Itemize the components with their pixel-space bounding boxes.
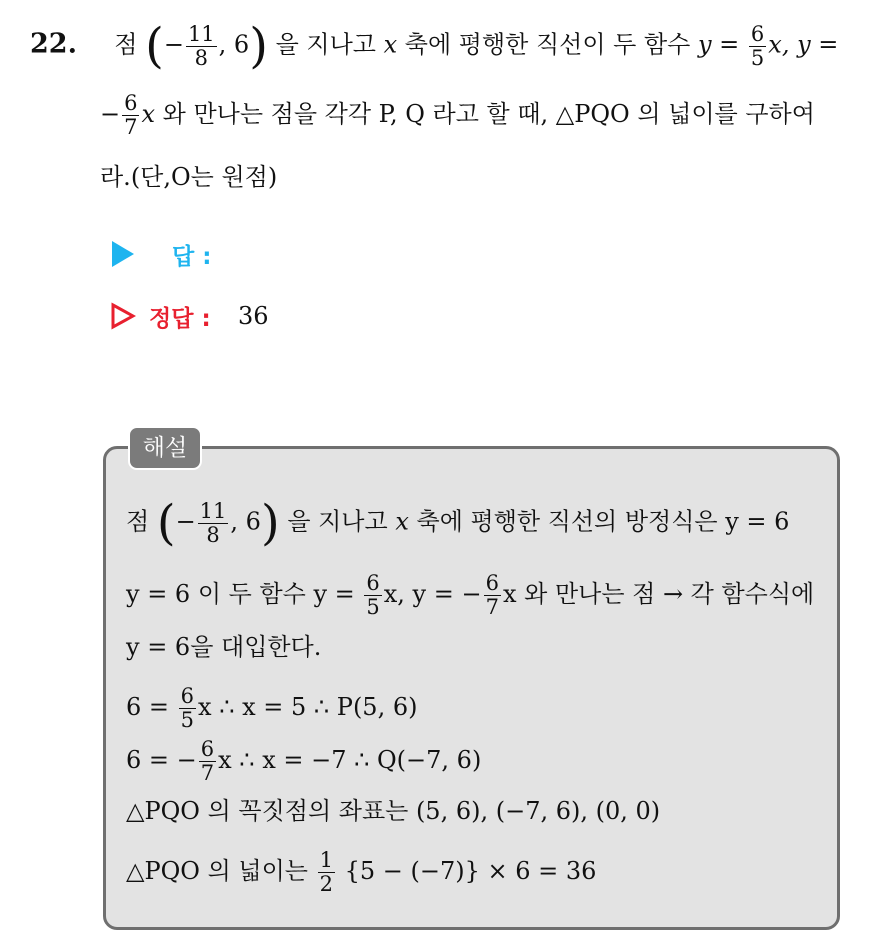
denominator: 7 bbox=[485, 595, 499, 619]
solution-line-4 bbox=[126, 685, 417, 732]
problem-line-3 bbox=[100, 162, 277, 192]
right-paren: ) bbox=[260, 495, 280, 551]
solution-text: x ∴ x = −7 ∴ Q(−7, 6) bbox=[218, 746, 482, 774]
solution-text: y = 6을 대입한다. bbox=[126, 633, 322, 661]
problem-text: 을 지나고 bbox=[275, 30, 376, 59]
correct-answer-value: 36 bbox=[238, 302, 269, 330]
numerator: 6 bbox=[750, 21, 765, 46]
fraction bbox=[186, 23, 217, 70]
numerator: 6 bbox=[366, 571, 380, 595]
solution-text: 을 지나고 bbox=[287, 507, 388, 536]
solution-text: 축에 평행한 직선의 방정식은 y = 6 bbox=[416, 507, 790, 536]
denominator: 2 bbox=[319, 872, 333, 896]
numerator: 6 bbox=[485, 571, 499, 595]
problem-text: 라.(단,O는 원점) bbox=[100, 163, 278, 191]
denominator: 7 bbox=[124, 115, 138, 139]
problem-text: 와 만나는 점을 각각 P, Q 라고 할 때, △PQO 의 넓이를 구하여 bbox=[162, 100, 815, 128]
math-text: , 6 bbox=[218, 30, 250, 59]
fraction bbox=[749, 23, 766, 70]
solution-text: 6 = bbox=[126, 693, 170, 721]
solution-text: x, y = − bbox=[383, 580, 482, 608]
math-text: , 6 bbox=[230, 507, 261, 536]
solution-text: x 와 만나는 점 → 각 함수식에 bbox=[502, 580, 815, 608]
fraction bbox=[318, 849, 335, 896]
math-var: x bbox=[383, 30, 398, 59]
right-paren: ) bbox=[249, 18, 268, 74]
solution-line-3 bbox=[126, 632, 321, 662]
math-var: x bbox=[141, 100, 156, 128]
numerator: 6 bbox=[180, 684, 195, 708]
solution-text: 점 bbox=[126, 507, 150, 536]
denominator: 5 bbox=[180, 708, 195, 732]
solution-line-1 bbox=[126, 495, 790, 551]
denominator: 8 bbox=[194, 45, 208, 70]
problem-text: 점 bbox=[114, 30, 138, 59]
solution-line-6 bbox=[126, 796, 660, 826]
math-sign: − bbox=[163, 30, 184, 59]
numerator: 11 bbox=[187, 21, 215, 46]
denominator: 5 bbox=[750, 45, 765, 70]
math-text: x, y = bbox=[768, 30, 839, 59]
numerator: 11 bbox=[199, 498, 227, 523]
solution-line-2 bbox=[126, 572, 814, 619]
numerator: 1 bbox=[319, 848, 333, 872]
correct-answer-label: 정답 : bbox=[149, 306, 211, 332]
solution-line-7 bbox=[126, 849, 596, 896]
numerator: 6 bbox=[200, 737, 215, 761]
denominator: 7 bbox=[200, 761, 215, 785]
solution-text: 6 = − bbox=[126, 746, 197, 774]
denominator: 5 bbox=[366, 595, 380, 619]
fraction bbox=[364, 572, 381, 619]
left-paren: ( bbox=[145, 18, 164, 74]
answer-label: 답 : bbox=[172, 244, 212, 270]
denominator: 8 bbox=[206, 522, 220, 547]
problem-number: 22. bbox=[30, 28, 77, 60]
math-sign: − bbox=[100, 100, 121, 128]
numerator: 6 bbox=[124, 91, 138, 115]
left-paren: ( bbox=[156, 495, 176, 551]
problem-text: 축에 평행한 직선이 두 함수 bbox=[404, 30, 691, 59]
fraction bbox=[199, 738, 216, 785]
solution-line-5 bbox=[126, 738, 481, 785]
math-var: x bbox=[395, 507, 409, 536]
correct-answer-arrow-icon bbox=[110, 302, 136, 330]
fraction bbox=[179, 685, 196, 732]
fraction bbox=[122, 92, 139, 139]
math-sign: − bbox=[175, 507, 196, 536]
problem-line-2 bbox=[100, 92, 815, 139]
solution-tab: 해설 bbox=[128, 426, 202, 470]
fraction bbox=[198, 500, 229, 547]
solution-text: x ∴ x = 5 ∴ P(5, 6) bbox=[198, 693, 418, 721]
fraction bbox=[484, 572, 501, 619]
math-text: y = bbox=[697, 30, 740, 59]
answer-arrow-icon bbox=[112, 241, 134, 267]
problem-line-1 bbox=[30, 18, 839, 74]
solution-text: y = 6 이 두 함수 y = bbox=[126, 580, 355, 608]
solution-text: {5 − (−7)} × 6 = 36 bbox=[344, 857, 597, 885]
solution-text: △PQO 의 넓이는 bbox=[126, 857, 308, 885]
solution-text: △PQO 의 꼭짓점의 좌표는 (5, 6), (−7, 6), (0, 0) bbox=[126, 797, 661, 825]
